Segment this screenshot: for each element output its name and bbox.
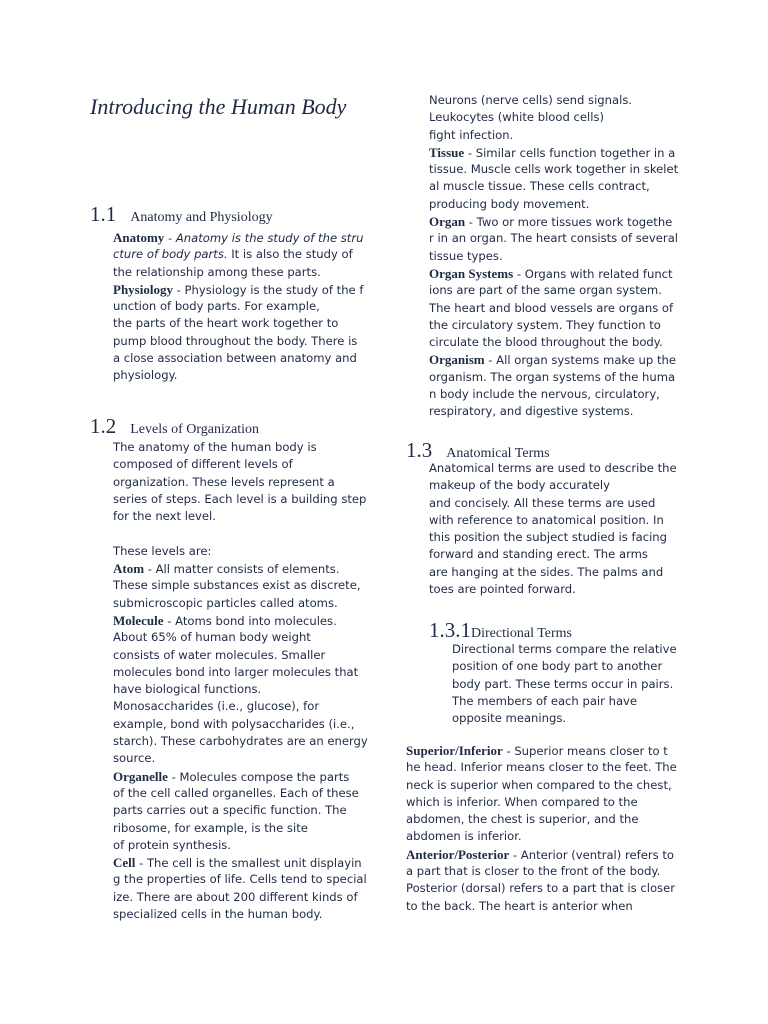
text-line xyxy=(113,871,368,888)
text-line xyxy=(113,768,368,785)
text-line xyxy=(113,595,368,612)
text-line xyxy=(406,898,677,915)
line-text: starch). These carbohydrates are an energy xyxy=(113,734,368,749)
page-title: Introducing the Human Body xyxy=(90,94,347,119)
line-text: - Physiology is the study of the f xyxy=(172,282,364,297)
line-text: - The cell is the smallest unit displayin xyxy=(135,856,362,871)
text-line xyxy=(429,351,678,368)
line-text: - Molecules compose the parts xyxy=(167,769,350,784)
line-text: About 65% of human body weight xyxy=(113,630,311,645)
text-line xyxy=(406,863,677,880)
line-text: organism. The organ systems of the huma xyxy=(429,369,676,384)
line-text: body part. These terms occur in pairs. xyxy=(452,676,674,691)
text-line xyxy=(113,246,363,263)
text-line xyxy=(113,367,363,384)
text-line xyxy=(429,495,677,512)
text-line xyxy=(113,802,368,819)
text-line xyxy=(429,334,678,351)
text-line xyxy=(113,281,363,298)
text-line xyxy=(429,564,677,581)
line-text: and concisely. All these terms are used xyxy=(429,495,656,510)
line-text: - Two or more tissues work togethe xyxy=(465,215,673,230)
section-heading-1-2 xyxy=(90,414,259,439)
anatomical-terms-text xyxy=(429,460,677,598)
line-text: It is also the study of xyxy=(227,247,353,262)
text-line xyxy=(452,710,677,727)
anatomy-physiology-text xyxy=(113,229,363,385)
line-text: ribosome, for example, is the site xyxy=(113,820,308,835)
text-line xyxy=(113,543,368,560)
line-text: makeup of the body accurately xyxy=(429,478,610,493)
line-text: pump blood throughout the body. There is xyxy=(113,333,358,348)
text-line xyxy=(113,664,368,681)
text-line xyxy=(429,369,678,386)
text-line xyxy=(429,386,678,403)
line-text: abdomen, the chest is superior, and the xyxy=(406,812,639,827)
term-label: Atom xyxy=(113,561,145,577)
line-text: for the next level. xyxy=(113,509,216,524)
organization-levels-continued-text xyxy=(429,92,678,421)
text-line xyxy=(429,196,678,213)
line-text: have biological functions. xyxy=(113,682,262,697)
text-line xyxy=(429,127,678,144)
text-line xyxy=(113,612,368,629)
text-line xyxy=(429,546,677,563)
text-line xyxy=(113,716,368,733)
line-text: with reference to anatomical position. In xyxy=(429,512,664,527)
line-text: Neurons (nerve cells) send signals. xyxy=(429,93,633,107)
text-line xyxy=(429,300,678,317)
text-line xyxy=(113,229,363,246)
line-text: - Superior means closer to t xyxy=(502,744,668,758)
line-text: g the properties of life. Cells tend to special xyxy=(113,872,367,887)
text-line xyxy=(113,525,368,542)
term-label: Physiology xyxy=(113,281,173,297)
text-line xyxy=(113,629,368,646)
text-line xyxy=(429,529,677,546)
line-text: consists of water molecules. Smaller xyxy=(113,647,326,662)
line-text: Monosaccharides (i.e., glucose), for xyxy=(113,699,320,714)
text-line xyxy=(113,698,368,715)
text-line xyxy=(113,681,368,698)
text-line xyxy=(452,641,677,658)
term-label: Superior/Inferior xyxy=(406,743,503,758)
text-line xyxy=(429,144,678,161)
line-text: abdomen is inferior. xyxy=(406,829,522,844)
line-text: These levels are: xyxy=(113,543,212,558)
section-title: Anatomy and Physiology xyxy=(130,210,273,225)
line-text: The members of each pair have xyxy=(452,693,638,708)
section-title: Anatomical Terms xyxy=(446,446,550,461)
text-line xyxy=(429,581,677,598)
text-line xyxy=(113,906,368,923)
line-text: physiology. xyxy=(113,368,178,383)
term-label: Anterior/Posterior xyxy=(406,846,510,862)
text-line xyxy=(429,109,678,126)
text-line xyxy=(113,854,368,871)
line-text: position of one body part to another xyxy=(452,659,663,674)
line-text: n body include the nervous, circulatory, xyxy=(429,387,660,402)
line-text: he head. Inferior means closer to the feet. The xyxy=(406,760,677,775)
text-line xyxy=(406,846,677,863)
text-line xyxy=(429,230,678,247)
line-text: parts carries out a specific function. The xyxy=(113,803,347,818)
text-line xyxy=(406,777,677,794)
line-text: - Atoms bond into molecules. xyxy=(163,613,337,628)
text-line xyxy=(429,178,678,195)
line-text: example, bond with polysaccharides (i.e., xyxy=(113,716,355,731)
term-label: Organ Systems xyxy=(429,265,514,281)
text-line xyxy=(113,264,363,281)
line-text: submicroscopic particles called atoms. xyxy=(113,595,338,610)
line-text: These simple substances exist as discrete, xyxy=(113,578,361,593)
line-text: toes are pointed forward. xyxy=(429,582,576,597)
levels-of-organization-text xyxy=(113,439,368,923)
text-line xyxy=(406,794,677,811)
line-text: unction of body parts. For example, xyxy=(113,299,320,314)
section-title: Levels of Organization xyxy=(130,422,260,437)
line-text: are hanging at the sides. The palms and xyxy=(429,564,664,579)
line-text: forward and standing erect. The arms xyxy=(429,547,648,562)
line-text: tissue. Muscle cells work together in skelet xyxy=(429,162,679,177)
text-line xyxy=(406,759,677,776)
text-line xyxy=(113,508,368,525)
directional-terms-text xyxy=(452,641,677,727)
text-line xyxy=(429,477,677,494)
text-line xyxy=(113,785,368,802)
text-line xyxy=(406,828,677,845)
line-text: circulate the blood throughout the body. xyxy=(429,335,663,350)
line-text: neck is superior when compared to the chest, xyxy=(406,777,672,792)
line-text: a part that is closer to the front of the body. xyxy=(406,864,661,879)
text-line xyxy=(113,560,368,577)
text-line xyxy=(452,693,677,710)
term-label: Anatomy xyxy=(113,230,165,245)
text-line xyxy=(113,315,363,332)
line-text: - All organ systems make up the xyxy=(484,353,676,368)
text-line xyxy=(429,282,678,299)
line-text: Leukocytes (white blood cells) xyxy=(429,110,605,125)
text-line xyxy=(429,248,678,265)
line-text: respiratory, and digestive systems. xyxy=(429,404,634,419)
text-line xyxy=(113,456,368,473)
section-heading-1-3-1 xyxy=(429,618,572,643)
line-text: of protein synthesis. xyxy=(113,837,232,852)
term-label: Organism xyxy=(429,352,485,368)
text-line xyxy=(113,647,368,664)
term-label: Molecule xyxy=(113,612,164,628)
line-text: source. xyxy=(113,751,156,766)
line-text: Directional terms compare the relative xyxy=(452,642,677,656)
text-line xyxy=(429,403,678,420)
line-text: - Anterior (ventral) refers to xyxy=(509,847,674,862)
italic-text: - Anatomy is the study of the stru xyxy=(167,231,364,245)
line-text: The heart and blood vessels are organs of xyxy=(429,300,674,315)
line-text: a close association between anatomy and xyxy=(113,351,357,366)
text-line xyxy=(429,512,677,529)
line-text: producing body movement. xyxy=(429,196,590,211)
text-line xyxy=(429,460,677,477)
text-line xyxy=(113,577,368,594)
line-text: Posterior (dorsal) refers to a part that is closer xyxy=(406,881,675,896)
italic-text: cture of body parts. xyxy=(113,247,228,262)
text-line xyxy=(406,742,677,759)
line-text: composed of different levels of xyxy=(113,457,293,472)
line-text: molecules bond into larger molecules that xyxy=(113,664,359,679)
line-text: r in an organ. The heart consists of several xyxy=(429,231,679,246)
section-heading-1-1 xyxy=(90,202,273,227)
line-text: fight infection. xyxy=(429,127,514,142)
section-title: Directional Terms xyxy=(471,626,573,641)
text-line xyxy=(113,298,363,315)
line-text: tissue types. xyxy=(429,248,503,263)
line-text: organization. These levels represent a xyxy=(113,474,335,489)
line-text: the parts of the heart work together to xyxy=(113,316,339,331)
line-text: ions are part of the same organ system. xyxy=(429,283,662,298)
line-text: specialized cells in the human body. xyxy=(113,907,323,922)
section-number: 1.1 xyxy=(90,202,117,226)
line-text: to the back. The heart is anterior when xyxy=(406,898,633,913)
line-text: of the cell called organelles. Each of these xyxy=(113,785,359,800)
term-label: Cell xyxy=(113,855,136,871)
line-text: the relationship among these parts. xyxy=(113,264,321,279)
line-text: al muscle tissue. These cells contract, xyxy=(429,179,650,194)
text-line xyxy=(113,491,368,508)
text-line xyxy=(429,265,678,282)
directional-term-pairs-text xyxy=(406,742,677,915)
text-line xyxy=(429,317,678,334)
line-text: ize. There are about 200 different kinds of xyxy=(113,889,358,904)
text-line xyxy=(452,676,677,693)
text-line xyxy=(113,750,368,767)
text-line xyxy=(429,161,678,178)
line-text: - All matter consists of elements. xyxy=(144,562,340,577)
line-text: The anatomy of the human body is xyxy=(113,440,317,454)
text-line xyxy=(113,733,368,750)
text-line xyxy=(429,213,678,230)
text-line xyxy=(113,474,368,491)
text-line xyxy=(113,889,368,906)
text-line xyxy=(113,820,368,837)
term-label: Organ xyxy=(429,214,466,230)
term-label: Organelle xyxy=(113,768,168,784)
line-text: this position the subject studied is facing xyxy=(429,530,667,545)
text-line xyxy=(113,333,363,350)
term-label: Tissue xyxy=(429,144,465,160)
text-line xyxy=(452,658,677,675)
text-line xyxy=(429,92,678,109)
line-text: which is inferior. When compared to the xyxy=(406,794,638,809)
text-line xyxy=(406,880,677,897)
section-number: 1.2 xyxy=(90,414,117,438)
line-text: opposite meanings. xyxy=(452,711,567,726)
section-number: 1.3.1 xyxy=(429,618,471,642)
text-line xyxy=(406,811,677,828)
text-line xyxy=(113,439,368,456)
line-text: Anatomical terms are used to describe the xyxy=(429,461,677,475)
text-line xyxy=(113,837,368,854)
line-text: - Organs with related funct xyxy=(513,266,673,281)
line-text: series of steps. Each level is a building step xyxy=(113,491,367,506)
text-line xyxy=(113,350,363,367)
section-number: 1.3 xyxy=(406,438,433,462)
line-text: - Similar cells function together in a xyxy=(464,145,676,160)
line-text: the circulatory system. They function to xyxy=(429,317,661,332)
